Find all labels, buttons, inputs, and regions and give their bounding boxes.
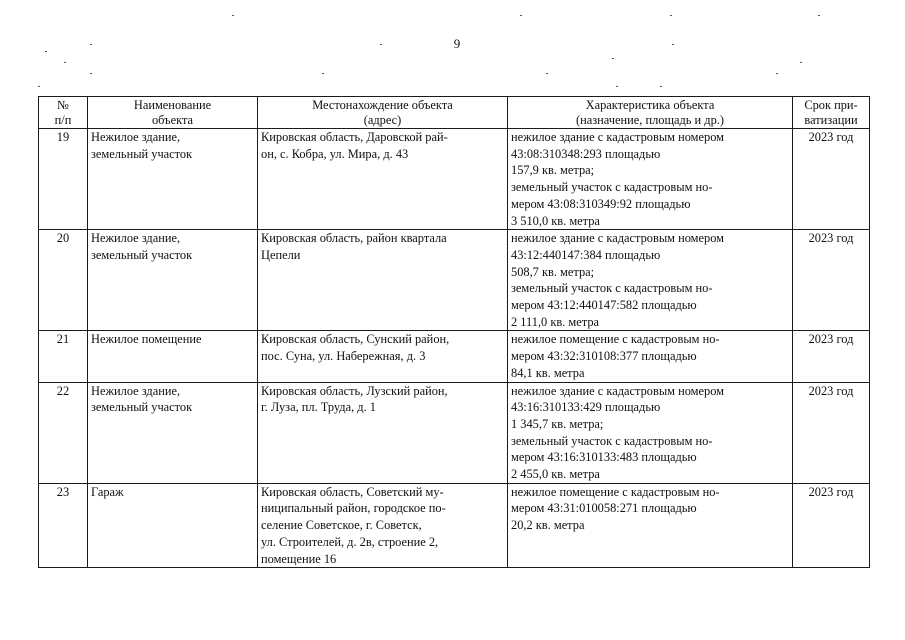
scan-speck: [90, 73, 92, 74]
cell-line: Кировская область, район квартала: [261, 231, 447, 246]
header-term: [793, 97, 870, 129]
cell-line: пос. Суна, ул. Набережная, д. 3: [261, 349, 426, 364]
privatization-term-cell: 2023 год: [793, 382, 870, 483]
cell-line: мером 43:08:310349:92 площадью: [511, 196, 691, 211]
location-cell: [258, 230, 508, 331]
privatization-term-cell: 2023 год: [793, 483, 870, 568]
row-number-cell: 20: [39, 230, 88, 331]
scan-speck: [64, 62, 66, 63]
cell-line: Цепели: [261, 247, 301, 262]
cell-line: селение Советское, г. Советск,: [261, 518, 422, 533]
scan-speck: [90, 44, 92, 45]
cell-line: мером 43:31:010058:271 площадью: [511, 501, 697, 516]
cell-line: земельный участок: [91, 400, 193, 415]
header-number: [39, 97, 88, 129]
scan-speck: [380, 44, 382, 45]
cell-line: нежилое помещение с кадастровым но-: [511, 332, 720, 347]
cell-line: 508,7 кв. метра;: [511, 264, 595, 279]
cell-line: 43:08:310348:293 площадью: [511, 146, 661, 161]
cell-line: нежилое помещение с кадастровым но-: [511, 484, 720, 499]
table-row: [39, 483, 870, 568]
scan-speck: [660, 86, 662, 87]
cell-line: мером 43:12:440147:582 площадью: [511, 298, 697, 313]
page-number: 9: [453, 36, 461, 51]
header-line: Наименование: [133, 98, 212, 112]
header-line: (назначение, площадь и др.): [575, 113, 725, 127]
scan-speck: [800, 62, 802, 63]
characteristics-cell: [508, 230, 793, 331]
object-name-cell: [88, 382, 258, 483]
cell-line: Кировская область, Сунский район,: [261, 332, 450, 347]
header-line: Местонахождение объекта: [312, 98, 453, 112]
cell-line: Нежилое здание,: [91, 130, 181, 144]
cell-line: Нежилое здание,: [91, 383, 181, 398]
cell-line: Нежилое помещение: [91, 332, 202, 347]
location-cell: [258, 331, 508, 382]
scan-speck: [232, 15, 234, 16]
table-header-row: [39, 97, 870, 129]
row-number-cell: 21: [39, 331, 88, 382]
cell-line: земельный участок: [91, 247, 193, 262]
table-row: [39, 230, 870, 331]
cell-line: земельный участок с кадастровым но-: [511, 281, 713, 296]
header-name: [88, 97, 258, 129]
characteristics-cell: [508, 483, 793, 568]
header-line: №: [57, 98, 69, 112]
header-line: п/п: [54, 113, 72, 127]
cell-line: земельный участок с кадастровым но-: [511, 433, 713, 448]
cell-line: мером 43:32:310108:377 площадью: [511, 349, 697, 364]
cell-line: 43:12:440147:384 площадью: [511, 247, 661, 262]
cell-line: Кировская область, Советский му-: [261, 484, 444, 499]
scan-speck: [672, 44, 674, 45]
characteristics-cell: [508, 382, 793, 483]
cell-line: 3 510,0 кв. метра: [511, 213, 600, 228]
characteristics-cell: [508, 331, 793, 382]
cell-line: помещение 16: [261, 551, 337, 566]
location-cell: [258, 382, 508, 483]
characteristics-cell: [508, 129, 793, 230]
cell-line: 2 455,0 кв. метра: [511, 467, 600, 482]
object-name-cell: [88, 129, 258, 230]
header-line: ватизации: [804, 113, 858, 127]
privatization-term-cell: 2023 год: [793, 129, 870, 230]
cell-line: Гараж: [91, 484, 124, 499]
object-name-cell: [88, 230, 258, 331]
object-name-cell: [88, 483, 258, 568]
row-number-cell: 23: [39, 483, 88, 568]
scan-speck: [616, 86, 618, 87]
scan-speck: [612, 58, 614, 59]
table-row: [39, 382, 870, 483]
scan-speck: [546, 73, 548, 74]
row-number-cell: 22: [39, 382, 88, 483]
cell-line: Кировская область, Лузский район,: [261, 383, 448, 398]
table-row: [39, 129, 870, 230]
cell-line: ниципальный район, городское по-: [261, 501, 446, 516]
location-cell: [258, 129, 508, 230]
cell-line: нежилое здание с кадастровым номером: [511, 130, 725, 144]
header-characteristics: [508, 97, 793, 129]
location-cell: [258, 483, 508, 568]
cell-line: земельный участок с кадастровым но-: [511, 180, 713, 195]
cell-line: нежилое здание с кадастровым номером: [511, 383, 725, 398]
scan-speck: [38, 86, 40, 87]
privatization-term-cell: 2023 год: [793, 230, 870, 331]
privatization-table: [38, 96, 870, 568]
cell-line: 43:16:310133:429 площадью: [511, 400, 661, 415]
scan-speck: [776, 73, 778, 74]
cell-line: земельный участок: [91, 146, 193, 161]
cell-line: ул. Строителей, д. 2в, строение 2,: [261, 534, 439, 549]
cell-line: 20,2 кв. метра: [511, 518, 585, 533]
cell-line: 84,1 кв. метра: [511, 365, 585, 380]
cell-line: Кировская область, Даровской рай-: [261, 130, 448, 144]
cell-line: он, с. Кобра, ул. Мира, д. 43: [261, 146, 409, 161]
header-line: Характеристика объекта: [585, 98, 715, 112]
scan-speck: [818, 15, 820, 16]
cell-line: 157,9 кв. метра;: [511, 163, 595, 178]
cell-line: мером 43:16:310133:483 площадью: [511, 450, 697, 465]
table-row: [39, 331, 870, 382]
object-name-cell: [88, 331, 258, 382]
header-location: [258, 97, 508, 129]
scan-speck: [322, 73, 324, 74]
header-line: (адрес): [363, 113, 402, 127]
scan-speck: [520, 15, 522, 16]
cell-line: г. Луза, пл. Труда, д. 1: [261, 400, 377, 415]
cell-line: нежилое здание с кадастровым номером: [511, 231, 725, 246]
scan-speck: [45, 51, 47, 52]
cell-line: 1 345,7 кв. метра;: [511, 416, 604, 431]
scan-speck: [670, 15, 672, 16]
cell-line: 2 111,0 кв. метра: [511, 314, 600, 329]
header-line: Срок при-: [804, 98, 858, 112]
row-number-cell: 19: [39, 129, 88, 230]
header-line: объекта: [151, 113, 194, 127]
privatization-term-cell: 2023 год: [793, 331, 870, 382]
cell-line: Нежилое здание,: [91, 231, 181, 246]
